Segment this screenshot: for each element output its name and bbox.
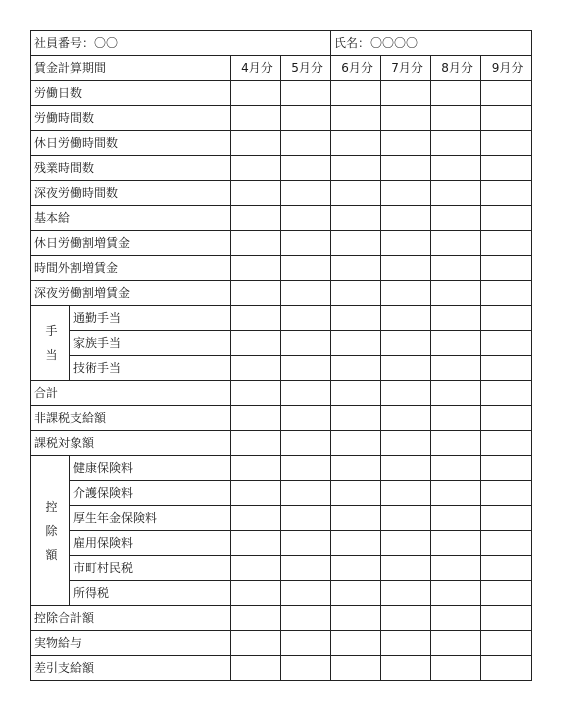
value-cell[interactable] bbox=[481, 81, 532, 106]
value-cell[interactable] bbox=[381, 181, 431, 206]
value-cell[interactable] bbox=[481, 106, 532, 131]
ledger-row bbox=[31, 581, 532, 606]
allowances-group-label bbox=[31, 306, 70, 381]
value-cell[interactable] bbox=[481, 656, 532, 681]
value-cell[interactable] bbox=[431, 656, 481, 681]
month-header: 8月分 bbox=[431, 56, 481, 81]
value-cell[interactable] bbox=[231, 581, 281, 606]
value-cell[interactable] bbox=[331, 281, 381, 306]
value-cell[interactable] bbox=[381, 206, 431, 231]
value-cell[interactable] bbox=[381, 506, 431, 531]
value-cell[interactable] bbox=[231, 531, 281, 556]
value-cell[interactable] bbox=[231, 556, 281, 581]
value-cell[interactable] bbox=[331, 631, 381, 656]
value-cell[interactable] bbox=[481, 381, 532, 406]
vertical-label-char: 額 bbox=[45, 547, 58, 562]
vertical-label-char: 当 bbox=[45, 348, 58, 362]
value-cell[interactable] bbox=[431, 431, 481, 456]
value-cell[interactable] bbox=[481, 581, 532, 606]
value-cell[interactable] bbox=[431, 531, 481, 556]
value-cell[interactable] bbox=[331, 531, 381, 556]
value-cell[interactable] bbox=[331, 181, 381, 206]
period-row bbox=[31, 56, 532, 81]
value-cell[interactable] bbox=[331, 81, 381, 106]
value-cell[interactable] bbox=[381, 556, 431, 581]
deductions-group-label bbox=[31, 456, 70, 606]
row-label: 残業時間数 bbox=[31, 156, 231, 181]
value-cell[interactable] bbox=[281, 531, 331, 556]
ledger-row bbox=[31, 181, 532, 206]
ledger-row bbox=[31, 406, 532, 431]
value-cell[interactable] bbox=[281, 181, 331, 206]
ledger-row bbox=[31, 556, 532, 581]
value-cell[interactable] bbox=[231, 256, 281, 281]
sub-row-label: 介護保険料 bbox=[70, 481, 231, 506]
ledger-row bbox=[31, 281, 532, 306]
sub-row-label: 市町村民税 bbox=[70, 556, 231, 581]
value-cell[interactable] bbox=[331, 406, 381, 431]
row-label: 深夜労働時間数 bbox=[31, 181, 231, 206]
vertical-label-char: 手 bbox=[45, 324, 58, 338]
row-label: 深夜労働割増賃金 bbox=[31, 281, 231, 306]
ledger-row bbox=[31, 106, 532, 131]
value-cell[interactable] bbox=[431, 631, 481, 656]
value-cell[interactable] bbox=[481, 431, 532, 456]
ledger-row bbox=[31, 331, 532, 356]
value-cell[interactable] bbox=[431, 506, 481, 531]
value-cell[interactable] bbox=[281, 606, 331, 631]
ledger-row bbox=[31, 606, 532, 631]
value-cell[interactable] bbox=[281, 256, 331, 281]
value-cell[interactable] bbox=[331, 331, 381, 356]
value-cell[interactable] bbox=[381, 606, 431, 631]
value-cell[interactable] bbox=[281, 556, 331, 581]
sub-row-label: 健康保険料 bbox=[70, 456, 231, 481]
value-cell[interactable] bbox=[331, 581, 381, 606]
row-label: 時間外割増賃金 bbox=[31, 256, 231, 281]
ledger-row bbox=[31, 131, 532, 156]
value-cell[interactable] bbox=[231, 356, 281, 381]
value-cell[interactable] bbox=[481, 331, 532, 356]
value-cell[interactable] bbox=[231, 131, 281, 156]
value-cell[interactable] bbox=[481, 556, 532, 581]
employee-number-cell[interactable]: 社員番号：〇〇 bbox=[31, 31, 331, 56]
value-cell[interactable] bbox=[481, 531, 532, 556]
value-cell[interactable] bbox=[431, 481, 481, 506]
value-cell[interactable] bbox=[281, 81, 331, 106]
row-label: 差引支給額 bbox=[31, 656, 231, 681]
sub-row-label: 所得税 bbox=[70, 581, 231, 606]
ledger-row bbox=[31, 256, 532, 281]
ledger-row bbox=[31, 456, 532, 481]
value-cell[interactable] bbox=[431, 556, 481, 581]
value-cell[interactable] bbox=[431, 606, 481, 631]
value-cell[interactable] bbox=[381, 131, 431, 156]
value-cell[interactable] bbox=[281, 456, 331, 481]
value-cell[interactable] bbox=[481, 231, 532, 256]
value-cell[interactable] bbox=[381, 106, 431, 131]
value-cell[interactable] bbox=[281, 306, 331, 331]
ledger-row bbox=[31, 631, 532, 656]
row-label: 合計 bbox=[31, 381, 231, 406]
value-cell[interactable] bbox=[381, 281, 431, 306]
value-cell[interactable] bbox=[431, 156, 481, 181]
value-cell[interactable] bbox=[231, 456, 281, 481]
value-cell[interactable] bbox=[281, 631, 331, 656]
value-cell[interactable] bbox=[481, 356, 532, 381]
value-cell[interactable] bbox=[481, 206, 532, 231]
vertical-label-char: 除 bbox=[45, 523, 58, 538]
row-label: 実物給与 bbox=[31, 631, 231, 656]
value-cell[interactable] bbox=[481, 606, 532, 631]
value-cell[interactable] bbox=[381, 231, 431, 256]
value-cell[interactable] bbox=[231, 656, 281, 681]
value-cell[interactable] bbox=[331, 356, 381, 381]
value-cell[interactable] bbox=[331, 131, 381, 156]
value-cell[interactable] bbox=[231, 306, 281, 331]
row-label: 休日労働時間数 bbox=[31, 131, 231, 156]
value-cell[interactable] bbox=[381, 406, 431, 431]
payroll-ledger-table bbox=[30, 30, 532, 681]
value-cell[interactable] bbox=[281, 106, 331, 131]
value-cell[interactable] bbox=[231, 406, 281, 431]
sub-row-label: 技術手当 bbox=[70, 356, 231, 381]
value-cell[interactable] bbox=[381, 656, 431, 681]
value-cell[interactable] bbox=[331, 456, 381, 481]
value-cell[interactable] bbox=[431, 131, 481, 156]
value-cell[interactable] bbox=[431, 406, 481, 431]
sub-row-label: 通勤手当 bbox=[70, 306, 231, 331]
row-label: 課税対象額 bbox=[31, 431, 231, 456]
value-cell[interactable] bbox=[281, 381, 331, 406]
ledger-row bbox=[31, 531, 532, 556]
value-cell[interactable] bbox=[331, 156, 381, 181]
value-cell[interactable] bbox=[431, 256, 481, 281]
value-cell[interactable] bbox=[281, 506, 331, 531]
sub-row-label: 雇用保険料 bbox=[70, 531, 231, 556]
value-cell[interactable] bbox=[331, 206, 381, 231]
value-cell[interactable] bbox=[381, 256, 431, 281]
value-cell[interactable] bbox=[481, 506, 532, 531]
row-label: 基本給 bbox=[31, 206, 231, 231]
value-cell[interactable] bbox=[281, 331, 331, 356]
value-cell[interactable] bbox=[331, 231, 381, 256]
value-cell[interactable] bbox=[481, 481, 532, 506]
value-cell[interactable] bbox=[481, 306, 532, 331]
value-cell[interactable] bbox=[481, 131, 532, 156]
ledger-row bbox=[31, 381, 532, 406]
value-cell[interactable] bbox=[231, 156, 281, 181]
value-cell[interactable] bbox=[381, 356, 431, 381]
vertical-label-char: 控 bbox=[45, 499, 58, 514]
ledger-row bbox=[31, 156, 532, 181]
value-cell[interactable] bbox=[331, 656, 381, 681]
ledger-row bbox=[31, 506, 532, 531]
month-header: 5月分 bbox=[281, 56, 331, 81]
value-cell[interactable] bbox=[381, 81, 431, 106]
value-cell[interactable] bbox=[381, 306, 431, 331]
value-cell[interactable] bbox=[231, 481, 281, 506]
row-label: 非課税支給額 bbox=[31, 406, 231, 431]
vertical-label bbox=[45, 495, 57, 567]
header-row bbox=[31, 31, 532, 56]
value-cell[interactable] bbox=[281, 156, 331, 181]
value-cell[interactable] bbox=[281, 281, 331, 306]
month-header: 9月分 bbox=[481, 56, 532, 81]
value-cell[interactable] bbox=[381, 481, 431, 506]
value-cell[interactable] bbox=[231, 106, 281, 131]
ledger-row bbox=[31, 356, 532, 381]
value-cell[interactable] bbox=[481, 256, 532, 281]
value-cell[interactable] bbox=[331, 506, 381, 531]
value-cell[interactable] bbox=[331, 256, 381, 281]
ledger-row bbox=[31, 206, 532, 231]
value-cell[interactable] bbox=[281, 206, 331, 231]
sub-row-label: 厚生年金保険料 bbox=[70, 506, 231, 531]
value-cell[interactable] bbox=[431, 381, 481, 406]
value-cell[interactable] bbox=[481, 631, 532, 656]
value-cell[interactable] bbox=[281, 356, 331, 381]
value-cell[interactable] bbox=[381, 631, 431, 656]
value-cell[interactable] bbox=[331, 306, 381, 331]
period-label: 賃金計算期間 bbox=[31, 56, 231, 81]
ledger-row bbox=[31, 656, 532, 681]
value-cell[interactable] bbox=[431, 581, 481, 606]
value-cell[interactable] bbox=[481, 156, 532, 181]
value-cell[interactable] bbox=[231, 431, 281, 456]
value-cell[interactable] bbox=[431, 231, 481, 256]
value-cell[interactable] bbox=[281, 656, 331, 681]
value-cell[interactable] bbox=[331, 481, 381, 506]
value-cell[interactable] bbox=[381, 431, 431, 456]
employee-name-cell[interactable]: 氏名：〇〇〇〇 bbox=[331, 31, 532, 56]
ledger-row bbox=[31, 306, 532, 331]
value-cell[interactable] bbox=[431, 331, 481, 356]
value-cell[interactable] bbox=[231, 506, 281, 531]
row-label: 労働日数 bbox=[31, 81, 231, 106]
value-cell[interactable] bbox=[481, 406, 532, 431]
value-cell[interactable] bbox=[431, 181, 481, 206]
row-label: 控除合計額 bbox=[31, 606, 231, 631]
value-cell[interactable] bbox=[281, 581, 331, 606]
value-cell[interactable] bbox=[381, 156, 431, 181]
value-cell[interactable] bbox=[281, 406, 331, 431]
value-cell[interactable] bbox=[231, 381, 281, 406]
ledger-row bbox=[31, 231, 532, 256]
value-cell[interactable] bbox=[431, 306, 481, 331]
month-header: 6月分 bbox=[331, 56, 381, 81]
value-cell[interactable] bbox=[231, 231, 281, 256]
value-cell[interactable] bbox=[231, 281, 281, 306]
value-cell[interactable] bbox=[481, 181, 532, 206]
value-cell[interactable] bbox=[381, 456, 431, 481]
value-cell[interactable] bbox=[431, 106, 481, 131]
value-cell[interactable] bbox=[381, 581, 431, 606]
value-cell[interactable] bbox=[231, 81, 281, 106]
ledger-row bbox=[31, 481, 532, 506]
row-label: 労働時間数 bbox=[31, 106, 231, 131]
value-cell[interactable] bbox=[481, 281, 532, 306]
value-cell[interactable] bbox=[231, 206, 281, 231]
value-cell[interactable] bbox=[331, 381, 381, 406]
value-cell[interactable] bbox=[431, 206, 481, 231]
value-cell[interactable] bbox=[281, 481, 331, 506]
value-cell[interactable] bbox=[231, 331, 281, 356]
value-cell[interactable] bbox=[331, 556, 381, 581]
value-cell[interactable] bbox=[281, 431, 331, 456]
value-cell[interactable] bbox=[431, 281, 481, 306]
sub-row-label: 家族手当 bbox=[70, 331, 231, 356]
value-cell[interactable] bbox=[231, 181, 281, 206]
ledger-row bbox=[31, 81, 532, 106]
value-cell[interactable] bbox=[431, 356, 481, 381]
ledger-row bbox=[31, 431, 532, 456]
month-header: 7月分 bbox=[381, 56, 431, 81]
vertical-label bbox=[45, 319, 57, 367]
value-cell[interactable] bbox=[431, 456, 481, 481]
value-cell[interactable] bbox=[381, 531, 431, 556]
value-cell[interactable] bbox=[481, 456, 532, 481]
value-cell[interactable] bbox=[331, 431, 381, 456]
value-cell[interactable] bbox=[281, 231, 331, 256]
value-cell[interactable] bbox=[231, 631, 281, 656]
value-cell[interactable] bbox=[431, 81, 481, 106]
value-cell[interactable] bbox=[381, 381, 431, 406]
value-cell[interactable] bbox=[231, 606, 281, 631]
value-cell[interactable] bbox=[331, 606, 381, 631]
row-label: 休日労働割増賃金 bbox=[31, 231, 231, 256]
value-cell[interactable] bbox=[381, 331, 431, 356]
value-cell[interactable] bbox=[331, 106, 381, 131]
value-cell[interactable] bbox=[281, 131, 331, 156]
month-header: 4月分 bbox=[231, 56, 281, 81]
